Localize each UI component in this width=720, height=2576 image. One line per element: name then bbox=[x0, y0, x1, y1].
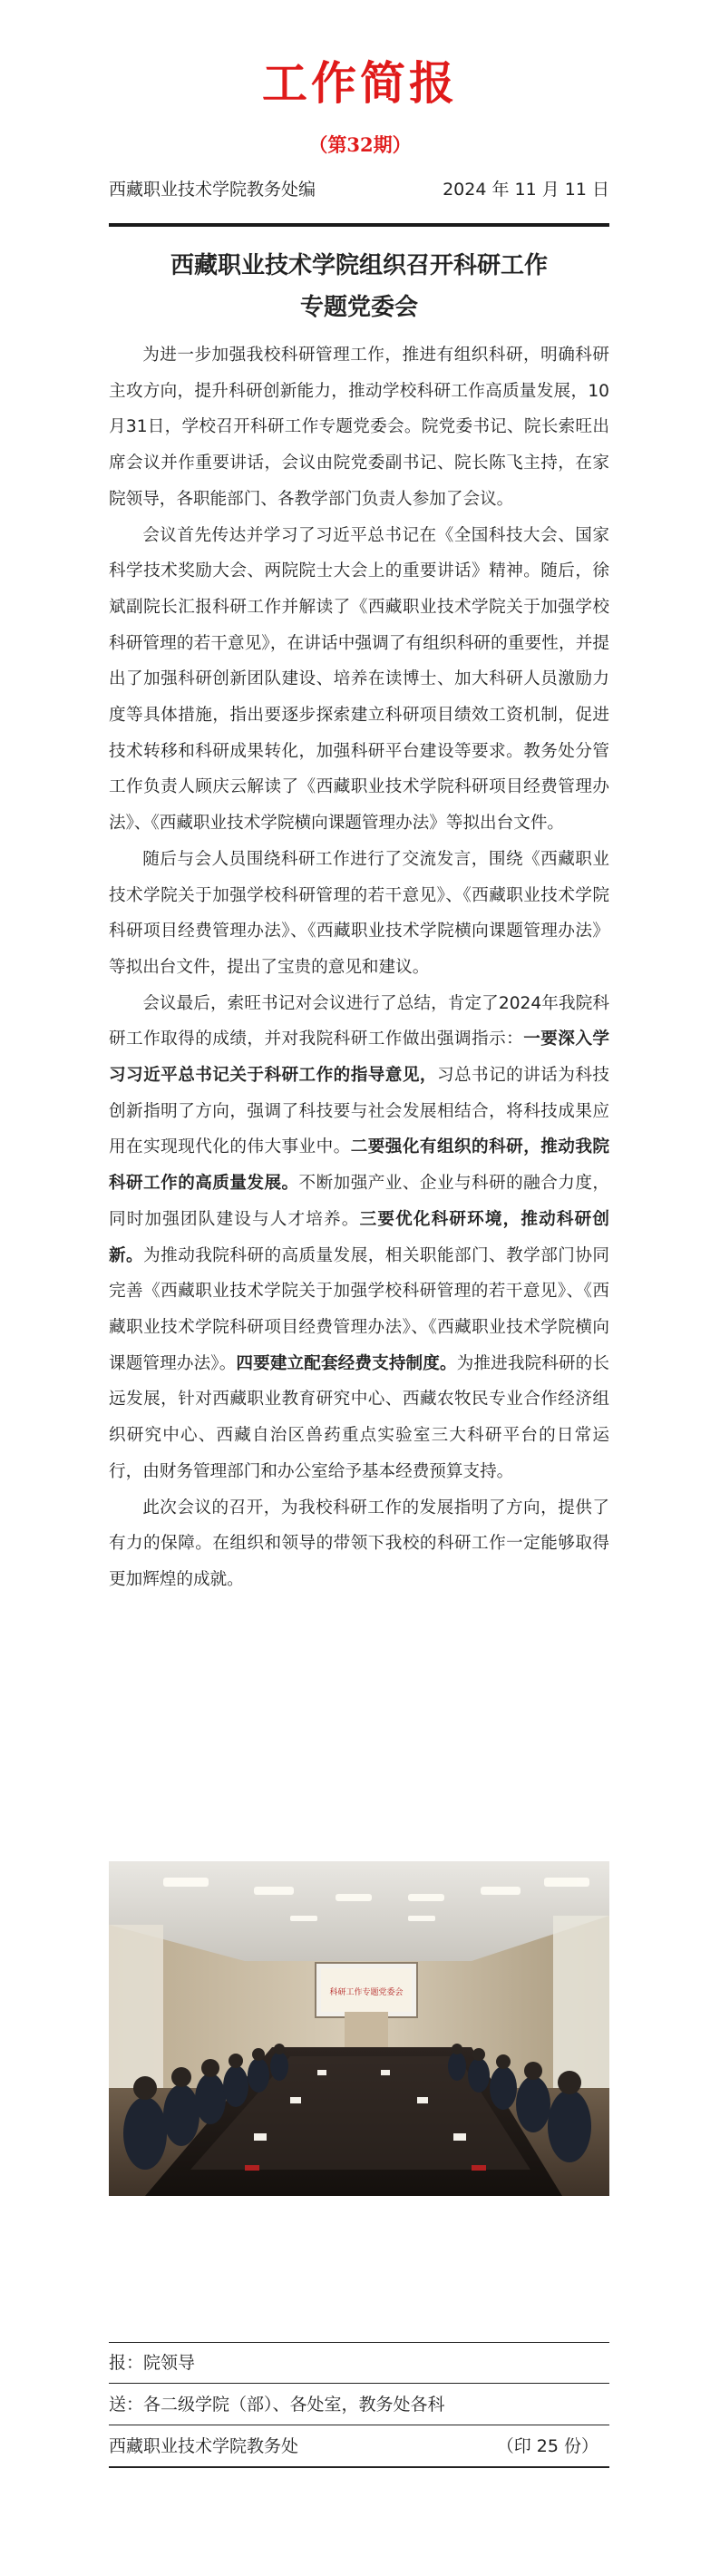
issue-number: （第32期） bbox=[308, 133, 412, 156]
screen-caption: 科研工作专题党委会 bbox=[329, 1988, 404, 1997]
masthead-title: 工作简报 bbox=[262, 57, 458, 110]
p4-text-4: 为推进我院科研的长远发展，针对西藏职业教育研究中心、西藏农牧民专业合作经济组织研究中心、西藏自治区兽药重点实验室三大科研平台的日常运行，由财务管理部门和办公室给予基本经费预算支持。 bbox=[109, 1353, 609, 1481]
headline-line-2: 专题党委会 bbox=[299, 294, 418, 321]
footer-rule-top bbox=[109, 2342, 609, 2343]
footer-send-line bbox=[109, 2393, 609, 2416]
paragraph-1: 为进一步加强我校科研管理工作，推进有组织科研，明确科研主攻方向，提升科研创新能力，推动学校科研工作高质量发展，10月31日，学校召开科研工作专题党委会。院党委书记、院长索旺出席会议并作重要讲话，会议由院党委副书记、院长陈飞主持，在家院领导，各职能部门、各教学部门负责人参加了会议。 bbox=[109, 346, 609, 509]
footer-report-line bbox=[109, 2351, 609, 2375]
p4-text-1: 习总书记的讲话为科技创新指明了方向，强调了科技要与社会发展相结合，将科技成果应用在实现现代化的伟大事业中。 bbox=[109, 1066, 609, 1157]
article-body bbox=[109, 337, 609, 1598]
p4-text-2: 不断加强产业、企业与科研的融合力度，同时加强团队建设与人才培养。 bbox=[109, 1174, 609, 1229]
issuer-label: 西藏职业技术学院教务处编 bbox=[109, 180, 316, 200]
header-divider bbox=[109, 223, 609, 227]
p4-intro: 会议最后，索旺书记对会议进行了总结，肯定了2024年我院科研工作取得的成绩，并对我院科研工作做出强调指示： bbox=[109, 993, 609, 1049]
issue-date: 2024 年 11 月 11 日 bbox=[443, 180, 609, 200]
p4-point-2: 二要强化有组织的科研，推动我院科研工作的高质量发展。 bbox=[109, 1137, 609, 1194]
footer-rule-bottom bbox=[109, 2466, 609, 2468]
send-to: 送：各二级学院（部）、各处室，教务处各科 bbox=[109, 2395, 445, 2415]
paragraph-4 bbox=[109, 986, 609, 1490]
paragraph-2: 会议首先传达并学习了习近平总书记在《全国科技大会、国家科学技术奖励大会、两院院士大会上的重要讲话》精神。随后，徐斌副院长汇报科研工作并解读了《西藏职业技术学院关于加强学校科研管理的若干意见》，在讲话中强调了有组织科研的重要性，并提出了加强科研创新团队建设、培养在读博士、加大科研人员激励力度等具体措施，指出要逐步探索建立科研项目绩效工资机制，促进技术转移和科研成果转化，加强科研平台建设等要求。教务处分管工作负责人顾庆云解读了《西藏职业技术学院科研项目经费管理办法》、《西藏职业技术学院横向课题管理办法》等拟出台文件。 bbox=[109, 525, 609, 834]
article-headline bbox=[109, 245, 609, 328]
footer-rule-1 bbox=[109, 2383, 609, 2384]
office-name: 西藏职业技术学院教务处 bbox=[109, 2436, 299, 2456]
p4-point-4: 四要建立配套经费支持制度。 bbox=[236, 1353, 457, 1373]
report-to: 报：院领导 bbox=[109, 2353, 196, 2373]
paragraph-3: 随后与会人员围绕科研工作进行了交流发言，围绕《西藏职业技术学院关于加强学校科研管理的若干意见》、《西藏职业技术学院科研项目经费管理办法》、《西藏职业技术学院横向课题管理办法》等拟出台文件，提出了宝贵的意见和建议。 bbox=[109, 849, 609, 977]
meeting-photo bbox=[109, 1861, 609, 2196]
p4-text-3: 为推动我院科研的高质量发展，相关职能部门、教学部门协同完善《西藏职业技术学院关于加强学校科研管理的若干意见》、《西藏职业技术学院科研项目经费管理办法》、《西藏职业技术学院横向课题管理办法》。 bbox=[109, 1245, 609, 1373]
copies-count: （印 25 份） bbox=[496, 2436, 598, 2456]
p4-point-1: 一要深入学习习近平总书记关于科研工作的指导意见， bbox=[109, 1029, 609, 1086]
footer-office-line bbox=[109, 2435, 609, 2458]
p4-point-3: 三要优化科研环境，推动科研创新。 bbox=[109, 1209, 609, 1265]
headline-line-1: 西藏职业技术学院组织召开科研工作 bbox=[170, 252, 548, 279]
paragraph-5: 此次会议的召开，为我校科研工作的发展指明了方向，提供了有力的保障。在组织和领导的带领下我校的科研工作一定能够取得更加辉煌的成就。 bbox=[109, 1498, 609, 1589]
